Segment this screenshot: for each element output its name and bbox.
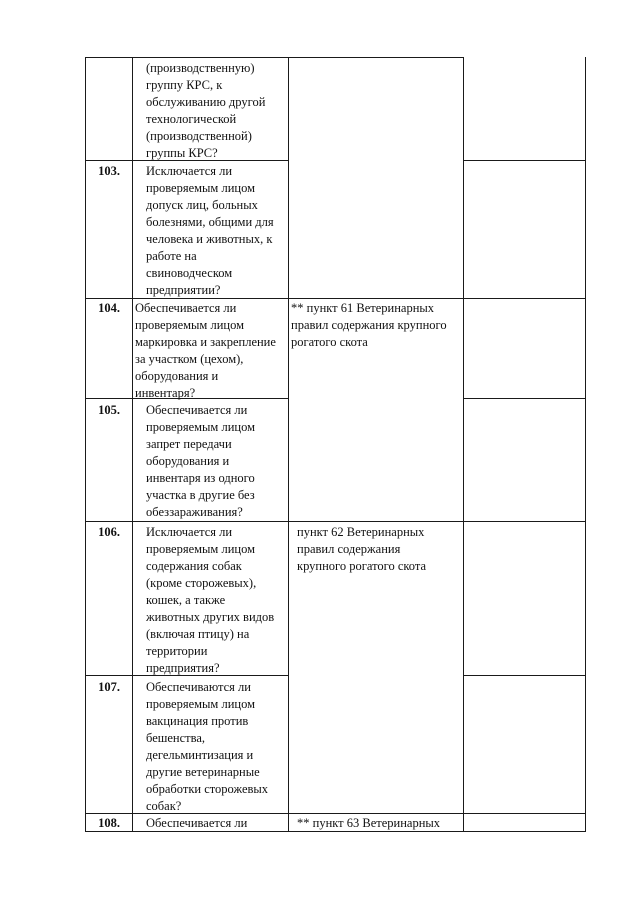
reference-text: ** пункт 63 Ветеринарных xyxy=(297,816,441,830)
row-number: 103. xyxy=(98,164,120,178)
row-separator xyxy=(85,521,586,522)
question-text: Обеспечивается ли xyxy=(146,816,248,830)
row-number: 105. xyxy=(98,403,120,417)
table-border-top xyxy=(85,57,464,58)
row-separator xyxy=(463,398,586,399)
reference-text: ** пункт 61 Ветеринарных правил содержания крупного рогатого скота xyxy=(291,301,447,349)
question-text: Обеспечивается ли проверяемым лицом запрет передачи оборудования и инвентаря из одного участка в другие без обеззараживания? xyxy=(146,403,255,519)
question-text: (производственную) группу КРС, к обслуживанию другой технологической (производственной) группы КРС? xyxy=(146,61,266,160)
reference-text: пункт 62 Ветеринарных правил содержания крупного рогатого скота xyxy=(297,525,427,573)
row-number: 107. xyxy=(98,680,120,694)
row-number: 104. xyxy=(98,301,120,315)
question-text: Исключается ли проверяемым лицом допуск лиц, больных болезнями, общими для человека и животных, к работе на свиноводческом предприятии? xyxy=(146,164,274,297)
row-separator xyxy=(463,160,586,161)
question-text: Обеспечивается ли проверяемым лицом маркировка и закрепление за участком (цехом), оборудования и инвентаря? xyxy=(135,301,276,400)
question-text: Исключается ли проверяемым лицом содержания собак (кроме сторожевых), кошек, а также животных других видов (включая птицу) на территории предприятия? xyxy=(146,525,275,675)
row-separator xyxy=(463,675,586,676)
table-divider-question xyxy=(288,57,289,832)
table-border-right xyxy=(585,57,586,832)
table-divider-reference xyxy=(463,57,464,832)
row-number: 108. xyxy=(98,816,120,830)
table-divider-number xyxy=(132,57,133,832)
row-number: 106. xyxy=(98,525,120,539)
question-text: Обеспечиваются ли проверяемым лицом вакцинация против бешенства, дегельминтизация и другие ветеринарные обработки сторожевых собак? xyxy=(146,680,269,813)
